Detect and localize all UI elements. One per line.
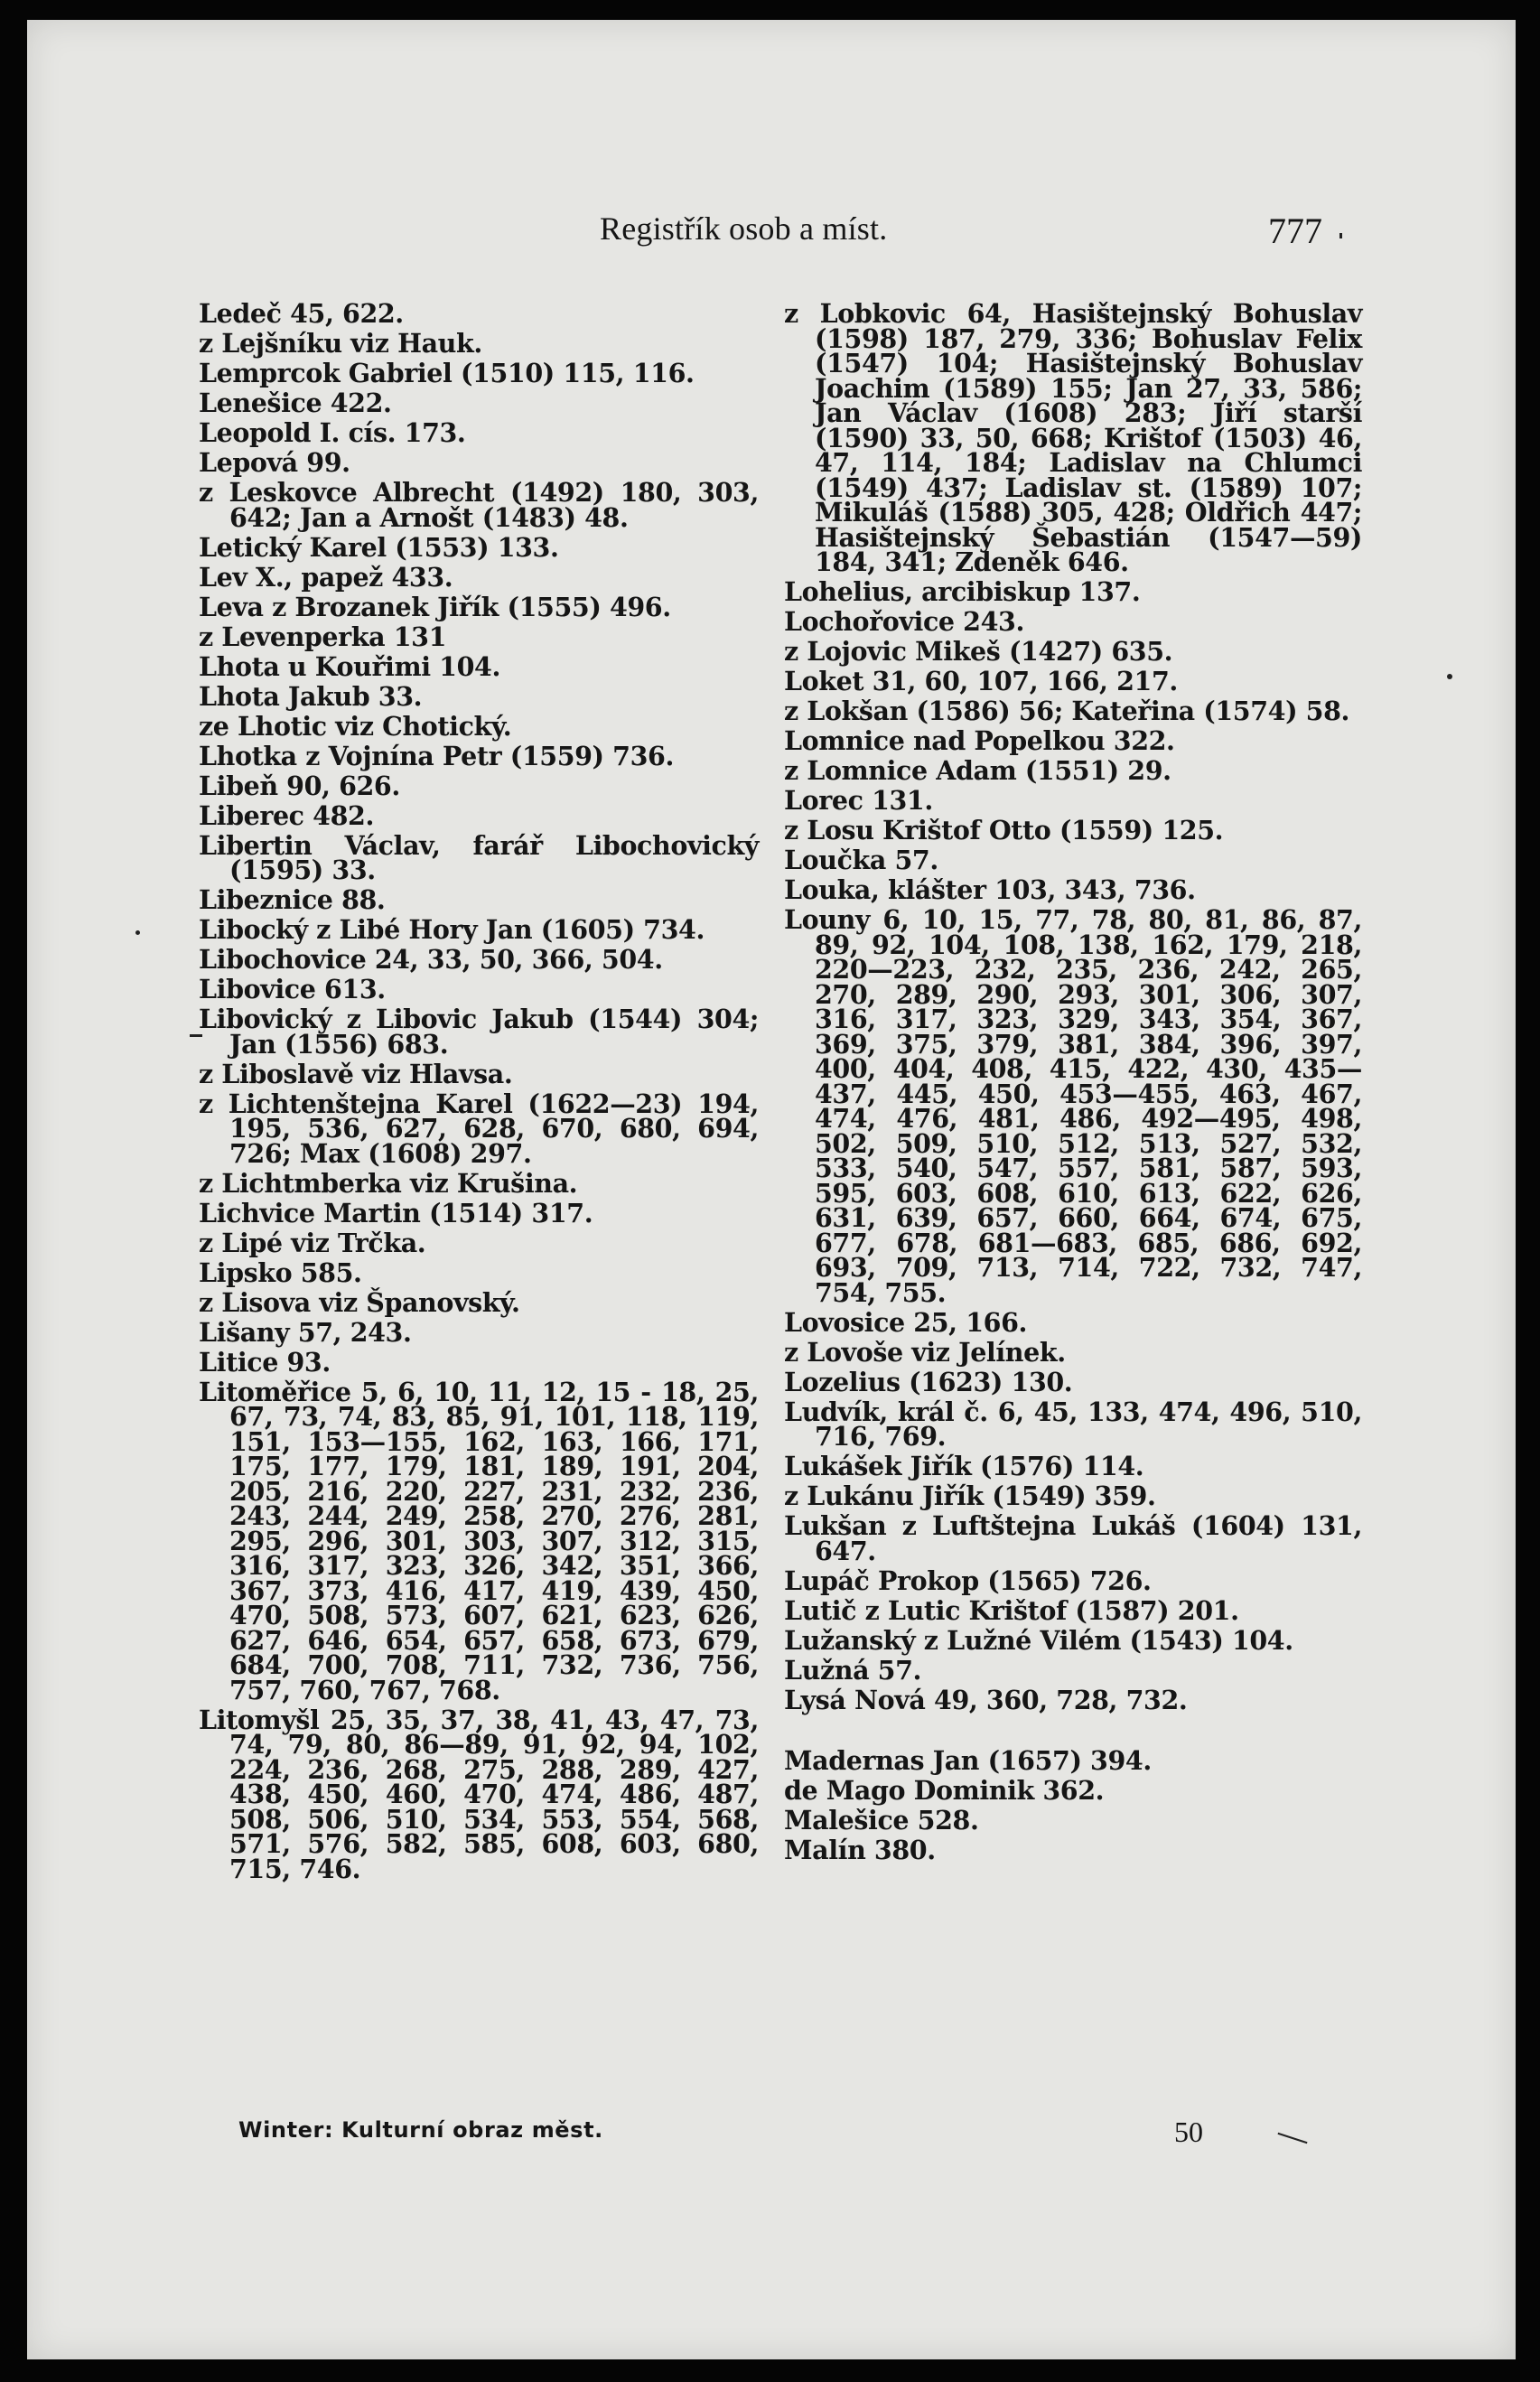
index-entry: Lomnice nad Popelkou 322. (784, 725, 1175, 756)
index-entry: Litoměřice 5, 6, 10, 11, 12, 15 - 18, 25, 67, 73, 74, 83, 85, 91, 101, 118, 119, 151, 153—155, 162, 163, 166, 171, 175, 177, 179, 181, 189, 191, 204, 205, 216, 220, 227, 231, 232, 236, 243, 244, 249, 258, 270, 276, 281, 295, 296, 301, 303, 307, 312, 315, 316, 317, 323, 326, 342, 351, 366, 367, 373, 416, 417, 419, 439, 450, 470, 508, 573, 607, 621, 623, 626, 627, 646, 654, 657, 658, 673, 679, 684, 700, 708, 711, 732, 736, 756, 757, 760, 767, 768. (199, 1376, 759, 1705)
index-entry: Libochovice 24, 33, 50, 366, 504. (199, 944, 663, 975)
index-entry: Libeň 90, 626. (199, 770, 400, 801)
index-entry: z Losu Krištof Otto (1559) 125. (784, 815, 1224, 845)
index-entry: Libertin Václav, farář Libochovický (1595) 33. (199, 829, 759, 885)
index-entry: Lochořovice 243. (784, 606, 1024, 637)
index-entry: Lukášek Jiřík (1576) 114. (784, 1451, 1144, 1481)
index-entry: Lemprcok Gabriel (1510) 115, 116. (199, 358, 695, 388)
index-entry: Lukšan z Luftštejna Lukáš (1604) 131, 647. (784, 1510, 1362, 1566)
index-entry: z Lojovic Mikeš (1427) 635. (784, 636, 1173, 667)
index-entry: Loučka 57. (784, 845, 938, 875)
margin-speck (1339, 233, 1342, 238)
index-entry: Lorec 131. (784, 785, 933, 816)
margin-speck (1447, 674, 1452, 679)
index-entry: Letický Karel (1553) 133. (199, 531, 559, 563)
index-entry: Louny 6, 10, 15, 77, 78, 80, 81, 86, 87, 89, 92, 104, 108, 138, 162, 179, 218, 220—223, 232, 235, 236, 242, 265, 270, 289, 290, 293, 301, 306, 307, 316, 317, 323, 329, 343, 354, 367, 369, 375, 379, 381, 384, 396, 397, 400, 404, 408, 415, 422, 430, 435—437, 445, 450, 453—455, 463, 467, 474, 476, 481, 486, 492—495, 498, 502, 509, 510, 512, 513, 527, 532, 533, 540, 547, 557, 581, 587, 593, 595, 603, 608, 610, 613, 622, 626, 631, 639, 657, 660, 664, 674, 675, 677, 678, 681—683, 685, 686, 692, 693, 709, 713, 714, 722, 732, 747, 754, 755. (784, 904, 1362, 1308)
index-entry: Lhota u Kouřimi 104. (199, 650, 501, 682)
index-entry: Lišany 57, 243. (199, 1316, 412, 1348)
page-title: Registřík osob a míst. (600, 210, 888, 247)
index-entry: Lovosice 25, 166. (784, 1306, 1028, 1338)
index-entry: Ledeč 45, 622. (199, 298, 404, 329)
margin-speck (135, 930, 140, 935)
index-entry: Madernas Jan (1657) 394. (784, 1744, 1152, 1776)
index-column-right (784, 298, 1362, 1868)
index-entry: Leva z Brozanek Jiřík (1555) 496. (199, 591, 671, 622)
index-entry: z Lomnice Adam (1551) 29. (784, 755, 1171, 786)
index-entry: z Lovoše viz Jelínek. (784, 1336, 1066, 1368)
index-entry: z Lichtenštejna Karel (1622—23) 194, 195, 536, 627, 628, 670, 680, 694, 726; Max (1608) 297. (199, 1088, 759, 1169)
index-entry: Lutič z Lutic Krištof (1587) 201. (784, 1594, 1239, 1626)
index-entry: Lupáč Prokop (1565) 726. (784, 1565, 1152, 1596)
section-gap (784, 1718, 1362, 1749)
index-entry: Lipsko 585. (199, 1256, 362, 1288)
index-entry: de Mago Dominik 362. (784, 1774, 1105, 1806)
index-entry: z Levenperka 131 (199, 621, 446, 652)
index-entry: Leopold I. cís. 173. (199, 417, 466, 448)
book-page (27, 20, 1516, 2359)
index-entry: z Lipé viz Trčka. (199, 1227, 426, 1258)
index-entry: Libocký z Libé Hory Jan (1605) 734. (199, 914, 705, 945)
index-entry: z Leskovce Albrecht (1492) 180, 303, 642; Jan a Arnošt (1483) 48. (199, 477, 759, 533)
footer-signature: Winter: Kulturní obraz měst. (238, 2117, 603, 2143)
index-entry: Lužanský z Lužné Vilém (1543) 104. (784, 1624, 1293, 1656)
index-entry: z Lokšan (1586) 56; Kateřina (1574) 58. (784, 696, 1350, 726)
index-entry: Lichvice Martin (1514) 317. (199, 1197, 593, 1228)
index-entry: Lužná 57. (784, 1654, 922, 1686)
signature-number: 50 (1174, 2116, 1203, 2148)
index-entry: z Lukánu Jiřík (1549) 359. (784, 1481, 1156, 1511)
margin-speck (190, 1034, 202, 1037)
margin-speck (1278, 2133, 1308, 2144)
index-entry: Malín 380. (784, 1834, 936, 1865)
index-entry: Libovický z Libovic Jakub (1544) 304; Jan (1556) 683. (199, 1004, 759, 1060)
index-entry: Liberec 482. (199, 799, 374, 831)
index-column-left (199, 298, 759, 1887)
index-entry: Lev X., papež 433. (199, 561, 453, 593)
index-entry: Lenešice 422. (199, 388, 392, 418)
index-entry: Lozelius (1623) 130. (784, 1366, 1073, 1397)
index-entry: Lepová 99. (199, 447, 350, 478)
index-entry: Lohelius, arcibiskup 137. (784, 576, 1141, 607)
index-entry: ze Lhotic viz Chotický. (199, 710, 512, 742)
index-entry: Libeznice 88. (199, 884, 386, 915)
page-number: 777 (1268, 210, 1322, 251)
index-entry: Lysá Nová 49, 360, 728, 732. (784, 1684, 1188, 1715)
index-entry: z Lichtmberka viz Krušina. (199, 1167, 578, 1199)
index-entry: Litice 93. (199, 1346, 331, 1378)
index-entry: Loket 31, 60, 107, 166, 217. (784, 666, 1178, 696)
index-entry: Libovice 613. (199, 974, 386, 1004)
index-entry: Malešice 528. (784, 1804, 979, 1836)
index-entry: Litomyšl 25, 35, 37, 38, 41, 43, 47, 73, 74, 79, 80, 86—89, 91, 92, 94, 102, 224, 236, 268, 275, 288, 289, 427, 438, 450, 460, 470, 474, 486, 487, 508, 506, 510, 534, 553, 554, 568, 571, 576, 582, 585, 608, 603, 680, 715, 746. (199, 1704, 759, 1884)
index-entry: z Lobkovic 64, Hasištejnský Bohuslav (1598) 187, 279, 336; Bohuslav Felix (1547) 104; Hasištejnský Bohuslav Joachim (1589) 155; Jan 27, 33, 586; Jan Václav (1608) 283; Jiří starší (1590) 33, 50, 668; Krištof (1503) 46, 47, 114, 184; Ladislav na Chlumci (1549) 437; Ladislav st. (1589) 107; Mikuláš (1588) 305, 428; Oldřich 447; Hasištejnský Šebastián (1547—59) 184, 341; Zdeněk 646. (784, 298, 1362, 577)
index-entry: z Lejšníku viz Hauk. (199, 328, 482, 359)
index-entry: Lhotka z Vojnína Petr (1559) 736. (199, 740, 674, 771)
index-entry: z Liboslavě viz Hlavsa. (199, 1058, 513, 1089)
index-entry: Lhota Jakub 33. (199, 680, 423, 712)
index-entry: Louka, klášter 103, 343, 736. (784, 874, 1196, 905)
running-head (27, 210, 1516, 255)
index-entry: Ludvík, král č. 6, 45, 133, 474, 496, 510, 716, 769. (784, 1396, 1362, 1452)
index-entry: z Lisova viz Španovský. (199, 1286, 520, 1318)
